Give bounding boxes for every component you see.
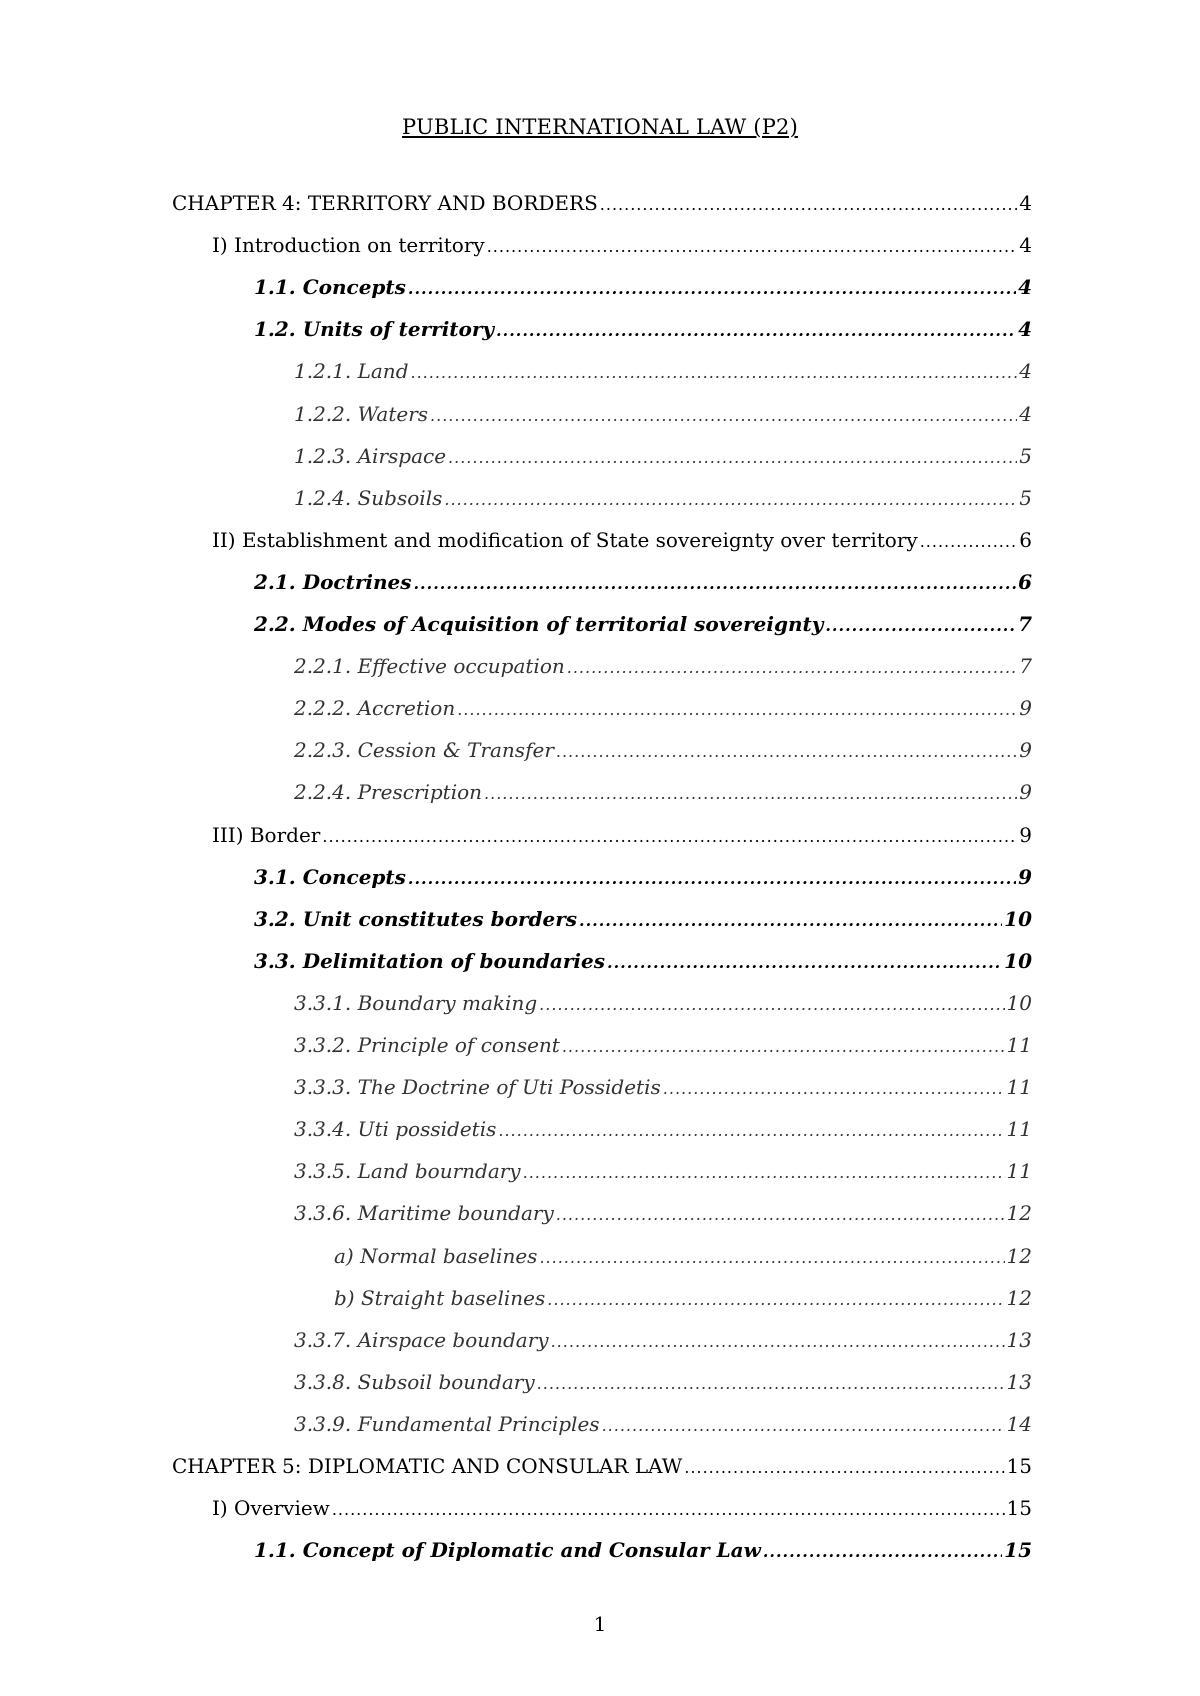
toc-entry-page-number: 9 (1019, 780, 1032, 805)
toc-entry[interactable] (294, 1325, 1032, 1355)
page-number: 1 (593, 1612, 607, 1636)
toc-entry-page-number: 4 (1019, 233, 1032, 258)
toc-entry-page-number: 15 (1004, 1538, 1032, 1563)
toc-dot-leader (413, 569, 1016, 599)
toc-dot-leader (607, 948, 1002, 978)
toc-entry-label: 1.2.3. Airspace (294, 443, 447, 468)
toc-dot-leader (551, 1327, 1005, 1357)
toc-entry[interactable] (254, 314, 1032, 344)
toc-entry[interactable] (294, 1367, 1032, 1397)
toc-entry-label: a) Normal baselines (334, 1243, 538, 1268)
toc-entry-label: 1.2. Units of territory (254, 317, 495, 342)
toc-entry-page-number: 15 (1006, 1496, 1032, 1521)
toc-dot-leader (920, 527, 1018, 557)
toc-dot-leader (322, 822, 1017, 852)
toc-entry-page-number: 6 (1019, 527, 1032, 552)
toc-dot-leader (567, 653, 1018, 683)
toc-entry-label: 3.3.8. Subsoil boundary (294, 1369, 535, 1394)
toc-entry-page-number: 10 (1004, 948, 1032, 973)
toc-entry-page-number: 4 (1018, 275, 1032, 300)
toc-entry-page-number: 10 (1006, 990, 1032, 1015)
toc-entry[interactable] (334, 1241, 1032, 1271)
toc-entry-label: 3.3.5. Land bourndary (294, 1159, 521, 1184)
toc-entry-page-number: 9 (1019, 696, 1032, 721)
toc-dot-leader (600, 190, 1017, 220)
document-title: PUBLIC INTERNATIONAL LAW (P2) (402, 115, 798, 139)
toc-entry[interactable] (294, 441, 1032, 471)
toc-entry[interactable] (294, 399, 1032, 429)
toc-entry[interactable] (212, 820, 1032, 850)
toc-entry-label: I) Overview (212, 1496, 330, 1521)
toc-entry-label: 3.3.7. Airspace boundary (294, 1327, 549, 1352)
toc-entry-label: CHAPTER 5: DIPLOMATIC AND CONSULAR LAW (172, 1454, 683, 1478)
toc-dot-leader (763, 1537, 1002, 1567)
toc-entry[interactable] (254, 862, 1032, 892)
toc-dot-leader (562, 1032, 1005, 1062)
toc-entry[interactable] (254, 567, 1032, 597)
toc-entry[interactable] (294, 1072, 1032, 1102)
toc-entry-label: b) Straight baselines (334, 1285, 546, 1310)
toc-dot-leader (579, 906, 1002, 936)
toc-entry-label: 2.2. Modes of Acquisition of territorial sovereignty (254, 612, 824, 636)
toc-dot-leader (408, 274, 1016, 304)
toc-entry[interactable] (294, 483, 1032, 513)
toc-entry-page-number: 12 (1006, 1285, 1032, 1310)
toc-dot-leader (430, 401, 1017, 431)
toc-entry-label: 1.2.2. Waters (294, 401, 429, 426)
toc-dot-leader (537, 1369, 1005, 1399)
toc-entry-label: 3.3.3. The Doctrine of Uti Possidetis (294, 1075, 661, 1100)
toc-entry-page-number: 5 (1019, 443, 1032, 468)
toc-entry-label: 3.3.6. Maritime boundary (294, 1201, 554, 1226)
toc-entry-label: III) Border (212, 822, 321, 847)
toc-entry-page-number: 4 (1019, 401, 1032, 426)
toc-entry[interactable] (212, 1493, 1032, 1523)
toc-dot-leader (332, 1495, 1005, 1525)
toc-entry-page-number: 11 (1006, 1033, 1032, 1057)
toc-entry[interactable] (294, 693, 1032, 723)
toc-dot-leader (539, 1243, 1004, 1273)
toc-entry[interactable] (294, 988, 1032, 1018)
toc-entry-page-number: 9 (1018, 864, 1032, 889)
toc-entry-label: 1.2.4. Subsoils (294, 485, 443, 510)
toc-entry[interactable] (294, 651, 1032, 681)
toc-entry-page-number: 13 (1006, 1369, 1032, 1394)
toc-entry[interactable] (254, 272, 1032, 302)
toc-entry[interactable] (294, 1198, 1032, 1228)
toc-entry-label: 1.1. Concepts (254, 275, 406, 300)
toc-entry-label: CHAPTER 4: TERRITORY AND BORDERS (172, 191, 598, 215)
toc-entry-page-number: 4 (1019, 191, 1032, 215)
toc-dot-leader (444, 485, 1017, 515)
toc-entry-label: II) Establishment and modification of State sovereignty over territory (212, 527, 918, 552)
toc-entry[interactable] (294, 1114, 1032, 1144)
toc-dot-leader (556, 1200, 1005, 1230)
toc-entry-page-number: 7 (1018, 612, 1032, 636)
toc-entry[interactable] (254, 904, 1032, 934)
toc-entry-page-number: 15 (1006, 1454, 1032, 1478)
toc-dot-leader (484, 779, 1017, 809)
toc-entry-label: 3.2. Unit constitutes borders (254, 906, 577, 931)
toc-entry[interactable] (172, 1451, 1032, 1481)
toc-entry-label: 1.2.1. Land (294, 359, 409, 384)
toc-entry-label: 3.3.2. Principle of consent (294, 1033, 560, 1057)
toc-entry-label: 3.3.4. Uti possidetis (294, 1117, 497, 1142)
toc-entry[interactable] (294, 735, 1032, 765)
toc-entry-page-number: 11 (1006, 1117, 1032, 1142)
toc-entry-page-number: 4 (1019, 359, 1032, 384)
toc-dot-leader (408, 864, 1016, 894)
toc-entry-label: 3.3.9. Fundamental Principles (294, 1411, 600, 1436)
toc-entry[interactable] (294, 1409, 1032, 1439)
toc-dot-leader (496, 316, 1016, 346)
toc-dot-leader (556, 737, 1017, 767)
toc-entry[interactable] (254, 946, 1032, 976)
toc-dot-leader (539, 990, 1004, 1020)
toc-entry[interactable] (294, 777, 1032, 807)
toc-entry-page-number: 14 (1006, 1411, 1032, 1436)
toc-dot-leader (487, 232, 1018, 262)
toc-entry[interactable] (254, 1535, 1032, 1565)
toc-entry-page-number: 12 (1006, 1243, 1032, 1268)
toc-entry[interactable] (294, 1156, 1032, 1186)
toc-dot-leader (825, 611, 1016, 641)
toc-entry-page-number: 12 (1006, 1201, 1032, 1226)
toc-entry-page-number: 6 (1018, 569, 1032, 594)
toc-entry-label: 3.1. Concepts (254, 864, 406, 889)
toc-entry[interactable] (212, 525, 1032, 555)
toc-entry-label: 2.2.2. Accretion (294, 696, 456, 721)
toc-entry-label: I) Introduction on territory (212, 233, 485, 258)
toc-dot-leader (448, 443, 1017, 473)
toc-entry[interactable] (334, 1283, 1032, 1313)
toc-dot-leader (663, 1074, 1005, 1104)
toc-dot-leader (457, 695, 1017, 725)
toc-entry-label: 2.2.4. Prescription (294, 780, 483, 805)
toc-entry[interactable] (172, 188, 1032, 218)
toc-dot-leader (547, 1285, 1004, 1315)
toc-dot-leader (498, 1116, 1004, 1146)
toc-entry-page-number: 9 (1019, 822, 1032, 847)
toc-entry[interactable] (294, 1030, 1032, 1060)
toc-entry-page-number: 10 (1004, 906, 1032, 931)
toc-entry-label: 2.2.3. Cession & Transfer (294, 738, 554, 763)
toc-entry-label: 2.1. Doctrines (254, 569, 412, 594)
toc-entry-page-number: 5 (1019, 485, 1032, 510)
toc-entry-page-number: 4 (1018, 317, 1032, 342)
toc-entry-label: 3.3. Delimitation of boundaries (254, 948, 605, 973)
toc-entry-page-number: 9 (1019, 738, 1032, 763)
toc-entry-page-number: 11 (1006, 1075, 1032, 1100)
toc-entry-page-number: 11 (1006, 1159, 1032, 1184)
toc-entry[interactable] (254, 609, 1032, 639)
toc-entry-page-number: 13 (1006, 1327, 1032, 1352)
toc-dot-leader (411, 358, 1018, 388)
toc-dot-leader (684, 1453, 1004, 1483)
toc-entry-label: 2.2.1. Effective occupation (294, 654, 565, 679)
toc-dot-leader (523, 1158, 1005, 1188)
toc-entry-label: 3.3.1. Boundary making (294, 990, 538, 1015)
toc-entry[interactable] (294, 356, 1032, 386)
toc-dot-leader (602, 1411, 1005, 1441)
toc-entry-page-number: 7 (1019, 654, 1032, 679)
toc-entry-label: 1.1. Concept of Diplomatic and Consular Law (254, 1538, 761, 1563)
toc-entry[interactable] (212, 230, 1032, 260)
